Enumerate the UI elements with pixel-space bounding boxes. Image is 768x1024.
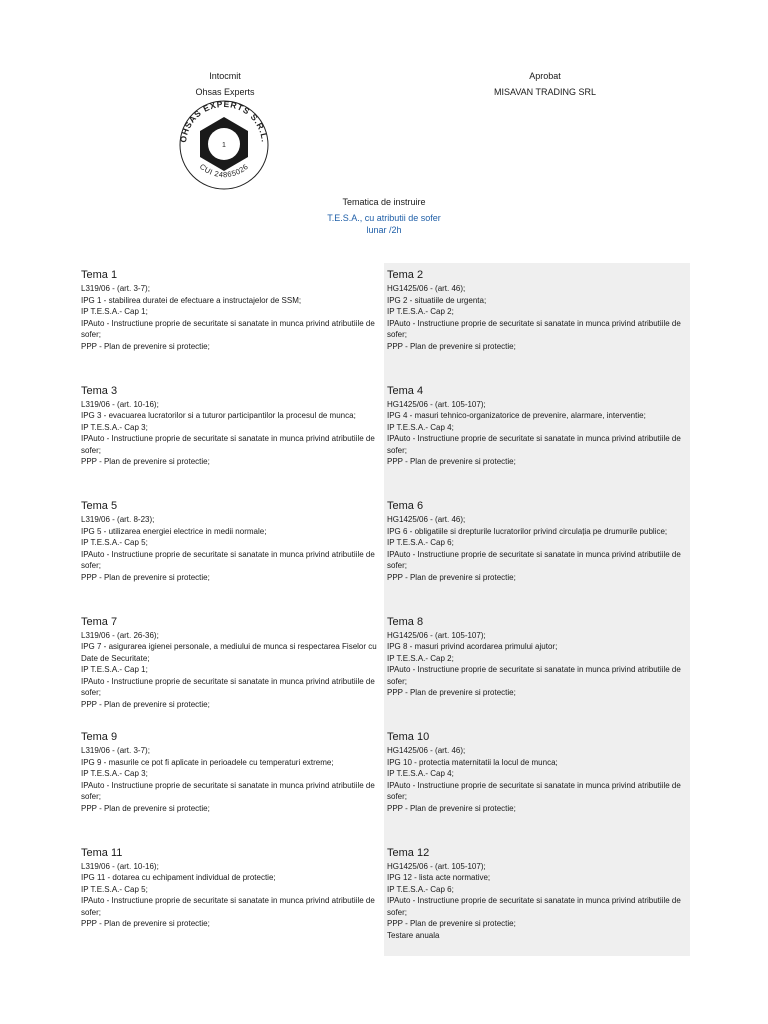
topic-subtitle: T.E.S.A., cu atributii de sofer (327, 213, 441, 223)
theme-line: IP T.E.S.A.- Cap 5; (81, 884, 148, 894)
theme-title: Tema 12 (387, 846, 430, 859)
theme-line: L319/06 - (art. 10-16); (81, 399, 159, 409)
theme-line: IPAuto - Instructiune proprie de securitate si sanatate in munca privind atributiile de sofer; (387, 780, 681, 802)
themes-grid (78, 263, 690, 956)
theme-cell (384, 494, 690, 610)
theme-line: L319/06 - (art. 10-16); (81, 861, 159, 871)
stamp-company-text: OHSAS EXPERTS S.R.L. (177, 98, 270, 144)
theme-line: IPAuto - Instructiune proprie de securitate si sanatate in munca privind atributiile de sofer; (387, 665, 681, 686)
theme-cell (78, 494, 384, 610)
theme-line: L319/06 - (art. 8-23); (81, 515, 155, 524)
theme-line: IPG 10 - protectia maternitatii la locul de munca; (387, 757, 558, 767)
theme-line: IP T.E.S.A.- Cap 6; (387, 884, 454, 894)
approved-by-label: Aprobat (529, 71, 561, 81)
theme-line: IPG 1 - stabilirea duratei de efectuare a instructajelor de SSM; (81, 295, 302, 305)
stamp-number: 1 (222, 142, 226, 149)
theme-cell (384, 263, 690, 379)
theme-line: IP T.E.S.A.- Cap 3; (81, 769, 148, 779)
theme-line: IP T.E.S.A.- Cap 2; (387, 653, 454, 663)
theme-cell (78, 379, 384, 495)
theme-line: PPP - Plan de prevenire si protectie; (81, 572, 210, 582)
theme-line: PPP - Plan de prevenire si protectie; (387, 572, 516, 582)
theme-line: IPAuto - Instructiune proprie de securitate si sanatate in munca privind atributiile de sofer; (81, 676, 375, 698)
theme-cell (384, 610, 690, 726)
theme-line: IPAuto - Instructiune proprie de securitate si sanatate in munca privind atributiile de sofer; (387, 434, 681, 455)
theme-line: PPP - Plan de prevenire si protectie; (387, 341, 516, 351)
theme-line: IP T.E.S.A.- Cap 2; (387, 307, 454, 317)
theme-line: HG1425/06 - (art. 46); (387, 746, 466, 755)
theme-line: IPAuto - Instructiune proprie de securitate si sanatate in munca privind atributiile de sofer; (81, 780, 375, 802)
training-topic-block (284, 196, 484, 236)
theme-line: Testare anuala (387, 931, 440, 941)
theme-line: IPAuto - Instructiune proprie de securitate si sanatate in munca privind atributiile de sofer; (387, 549, 681, 571)
theme-title: Tema 6 (387, 500, 424, 512)
theme-cell (78, 610, 384, 726)
theme-line: L319/06 - (art. 3-7); (81, 284, 150, 293)
stamp-cui-text: CUI 24865026 (197, 161, 251, 180)
theme-line: PPP - Plan de prevenire si protectie; (81, 700, 210, 710)
theme-line: IP T.E.S.A.- Cap 4; (387, 422, 454, 432)
theme-cell (78, 841, 384, 957)
company-stamp (172, 95, 276, 193)
theme-line: IP T.E.S.A.- Cap 6; (387, 538, 454, 548)
theme-title: Tema 7 (81, 615, 118, 628)
theme-cell (384, 379, 690, 495)
theme-line: HG1425/06 - (art. 105-107); (387, 861, 486, 871)
approved-by-block (470, 68, 620, 100)
theme-line: PPP - Plan de prevenire si protectie; (387, 803, 516, 813)
theme-line: HG1425/06 - (art. 105-107); (387, 630, 486, 640)
topic-title: Tematica de instruire (342, 197, 426, 207)
theme-line: PPP - Plan de prevenire si protectie; (387, 688, 516, 698)
theme-line: IPG 11 - dotarea cu echipament individual de protectie; (81, 873, 276, 883)
theme-title: Tema 2 (387, 269, 424, 281)
theme-line: L319/06 - (art. 26-36); (81, 630, 159, 640)
theme-line: IPG 2 - situatiile de urgenta; (387, 295, 487, 305)
theme-line: IP T.E.S.A.- Cap 1; (81, 307, 148, 317)
theme-line: L319/06 - (art. 3-7); (81, 746, 150, 755)
theme-line: IP T.E.S.A.- Cap 3; (81, 422, 148, 432)
theme-line: PPP - Plan de prevenire si protectie; (387, 919, 516, 929)
theme-title: Tema 3 (81, 384, 118, 397)
prepared-by-label: Intocmit (209, 71, 241, 81)
theme-title: Tema 8 (387, 615, 424, 628)
theme-line: IPAuto - Instructiune proprie de securitate si sanatate in munca privind atributiile de sofer; (387, 896, 681, 917)
theme-line: IP T.E.S.A.- Cap 1; (81, 665, 148, 675)
prepared-by-name: Ohsas Experts (195, 87, 255, 97)
theme-line: PPP - Plan de prevenire si protectie; (387, 457, 516, 467)
theme-cell (78, 263, 384, 379)
theme-title: Tema 5 (81, 500, 118, 512)
theme-line: IPAuto - Instructiune proprie de securitate si sanatate in munca privind atributiile de sofer; (81, 434, 375, 455)
theme-line: PPP - Plan de prevenire si protectie; (81, 919, 210, 929)
theme-line: IPG 3 - evacuarea lucratorilor si a tuturor participantilor la procesul de munca; (81, 411, 356, 421)
theme-line: HG1425/06 - (art. 46); (387, 515, 466, 524)
theme-cell (78, 725, 384, 841)
theme-line: HG1425/06 - (art. 46); (387, 284, 466, 293)
theme-title: Tema 10 (387, 731, 430, 743)
theme-title: Tema 9 (81, 731, 118, 743)
theme-line: IPG 4 - masuri tehnico-organizatorice de prevenire, alarmare, interventie; (387, 411, 646, 421)
theme-line: PPP - Plan de prevenire si protectie; (81, 341, 210, 351)
theme-line: IPG 6 - obligatiile si drepturile lucratorilor privind circulația pe drumurile publice; (387, 526, 668, 536)
theme-title: Tema 4 (387, 384, 424, 397)
theme-cell (384, 841, 690, 957)
approved-by-name: MISAVAN TRADING SRL (493, 87, 597, 97)
theme-line: IPAuto - Instructiune proprie de securitate si sanatate in munca privind atributiile de sofer; (81, 549, 375, 571)
theme-title: Tema 1 (81, 269, 118, 281)
theme-line: IP T.E.S.A.- Cap 5; (81, 538, 148, 548)
theme-title: Tema 11 (81, 846, 123, 859)
theme-line: HG1425/06 - (art. 105-107); (387, 399, 486, 409)
theme-line: IP T.E.S.A.- Cap 4; (387, 769, 454, 779)
theme-line: IPG 12 - lista acte normative; (387, 873, 491, 883)
theme-line: IPAuto - Instructiune proprie de securitate si sanatate in munca privind atributiile de sofer; (81, 318, 375, 340)
theme-line: PPP - Plan de prevenire si protectie; (81, 457, 210, 467)
theme-line: IPAuto - Instructiune proprie de securitate si sanatate in munca privind atributiile de sofer; (81, 896, 375, 917)
theme-line: IPAuto - Instructiune proprie de securitate si sanatate in munca privind atributiile de sofer; (387, 318, 681, 340)
theme-line: IPG 7 - asigurarea igienei personale, a mediului de munca si respectarea Fiselor cu Date de Securitate; (81, 642, 377, 663)
theme-line: IPG 5 - utilizarea energiei electrice in medii normale; (81, 526, 267, 536)
topic-frequency: lunar /2h (366, 225, 402, 235)
theme-line: IPG 9 - masurile ce pot fi aplicate in perioadele cu temperaturi extreme; (81, 757, 334, 767)
theme-line: IPG 8 - masuri privind acordarea primului ajutor; (387, 642, 558, 652)
theme-cell (384, 725, 690, 841)
theme-line: PPP - Plan de prevenire si protectie; (81, 803, 210, 813)
